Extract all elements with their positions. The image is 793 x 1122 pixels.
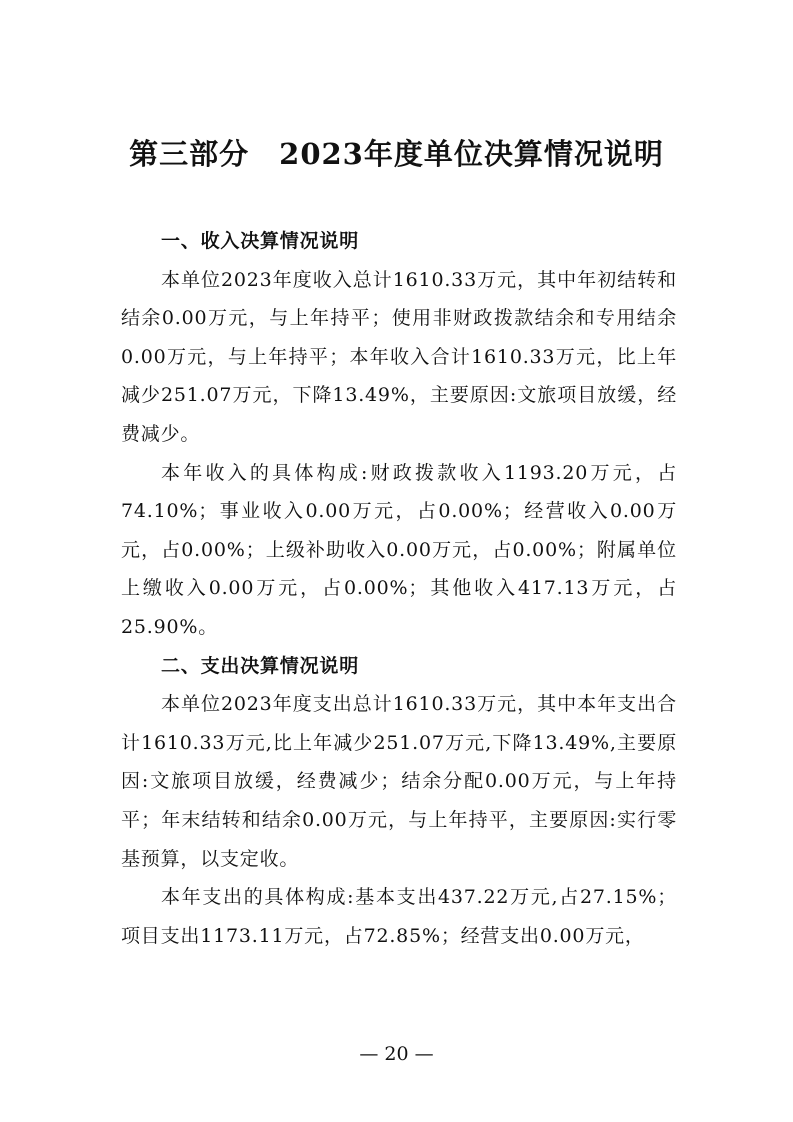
document-body <box>121 222 677 955</box>
expenditure-composition-paragraph: 本年支出的具体构成:基本支出437.22万元,占27.15%；项目支出1173.11万元，占72.85%；经营支出0.00万元， <box>121 886 677 947</box>
section-heading-income: 一、收入决算情况说明 <box>161 230 360 252</box>
income-summary-paragraph: 本单位2023年度收入总计1610.33万元，其中年初结转和结余0.00万元，与上年持平；使用非财政拨款结余和专用结余0.00万元，与上年持平；本年收入合计1610.33万元，比上年减少251.07万元，下降13.49%，主要原因:文旅项目放缓，经费减少。 <box>121 268 677 445</box>
income-composition-paragraph: 本年收入的具体构成:财政拨款收入1193.20万元，占74.10%；事业收入0.00万元，占0.00%；经营收入0.00万元，占0.00%；上级补助收入0.00万元，占0.00%；附属单位上缴收入0.00万元，占0.00%；其他收入417.13万元，占25.90%。 <box>121 461 677 638</box>
page-number: — 20 — <box>359 1043 434 1065</box>
section-heading-expenditure: 二、支出决算情况说明 <box>161 654 360 677</box>
page-title: 第三部分 2023年度单位决算情况说明 <box>129 137 664 171</box>
expenditure-summary-paragraph: 本单位2023年度支出总计1610.33万元，其中本年支出合计1610.33万元,比上年减少251.07万元,下降13.49%,主要原因:文旅项目放缓，经费减少；结余分配0.00万元，与上年持平；年末结转和结余0.00万元，与上年持平，主要原因:实行零基预算，以支定收。 <box>121 693 677 870</box>
